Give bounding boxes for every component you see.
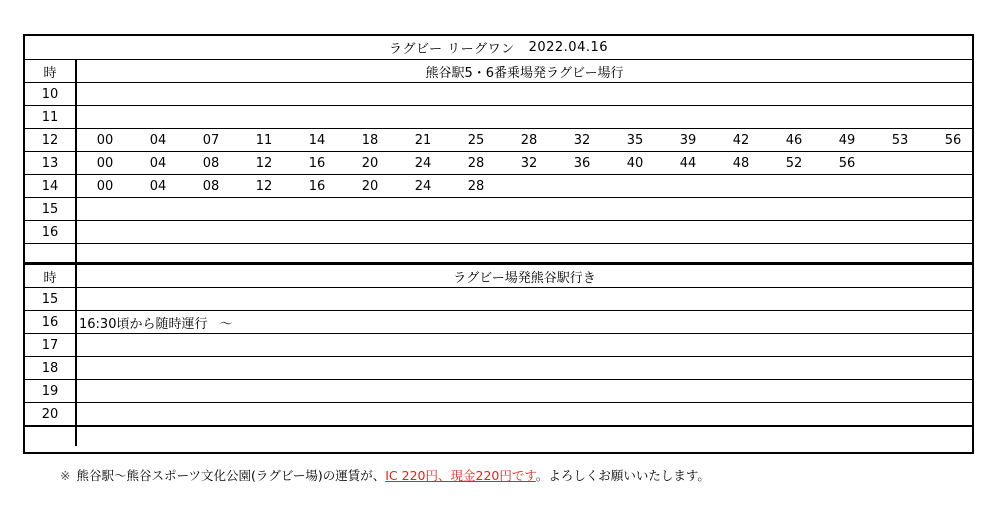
schedule-row xyxy=(25,380,972,403)
row-content xyxy=(77,357,972,379)
departure-minute: 32 xyxy=(573,132,591,148)
schedule-row xyxy=(25,221,972,244)
row-content xyxy=(77,427,972,446)
section2-header-row xyxy=(25,265,972,288)
departure-minute: 36 xyxy=(573,155,591,171)
departure-minute: 48 xyxy=(732,155,750,171)
departure-minute: 49 xyxy=(838,132,856,148)
departure-minute: 24 xyxy=(414,155,432,171)
section1-header-row xyxy=(25,60,972,83)
row-content xyxy=(77,265,972,287)
row-content xyxy=(77,106,972,128)
departure-minute: 04 xyxy=(149,132,167,148)
hour-cell: 15 xyxy=(25,288,77,310)
section1-heading: 熊谷駅5・6番乗場発ラグビー場行 xyxy=(425,65,624,81)
departure-minute: 16 xyxy=(308,178,326,194)
departure-minute: 24 xyxy=(414,178,432,194)
departure-minute: 14 xyxy=(308,132,326,148)
footnote-text-end: 。よろしくお願いいたします。 xyxy=(535,468,710,483)
schedule-row xyxy=(25,83,972,106)
departure-minute: 04 xyxy=(149,155,167,171)
title-row xyxy=(25,36,972,60)
row-content xyxy=(77,221,972,243)
departure-minute: 20 xyxy=(361,155,379,171)
departure-minute: 18 xyxy=(361,132,379,148)
departure-minute: 53 xyxy=(891,132,909,148)
schedule-row xyxy=(25,198,972,221)
departure-minute: 42 xyxy=(732,132,750,148)
departure-minute: 08 xyxy=(202,178,220,194)
row-content xyxy=(77,83,972,105)
schedule-row xyxy=(25,334,972,357)
departure-minute: 11 xyxy=(255,132,273,148)
row-content xyxy=(77,60,972,82)
hour-cell: 16 xyxy=(25,311,77,333)
service-note-tilde: ～ xyxy=(219,316,233,332)
hour-cell: 10 xyxy=(25,83,77,105)
fare-highlight: IC 220円、現金220円です xyxy=(385,468,536,483)
departure-minute: 21 xyxy=(414,132,432,148)
departure-minute: 40 xyxy=(626,155,644,171)
departure-minute: 08 xyxy=(202,155,220,171)
service-note xyxy=(79,311,232,333)
row-content xyxy=(77,311,972,333)
hour-cell: 時 xyxy=(25,265,77,287)
hour-cell: 14 xyxy=(25,175,77,197)
departure-minute: 25 xyxy=(467,132,485,148)
hour-cell: 17 xyxy=(25,334,77,356)
hour-cell: 19 xyxy=(25,380,77,402)
section2-heading: ラグビー場発熊谷駅行き xyxy=(453,270,596,286)
title-date: 2022.04.16 xyxy=(528,40,609,55)
hour-cell: 20 xyxy=(25,403,77,425)
schedule-row xyxy=(25,357,972,380)
row-content xyxy=(77,198,972,220)
title-text: ラグビー リーグワン xyxy=(388,42,515,57)
departure-minute: 04 xyxy=(149,178,167,194)
departure-minute: 00 xyxy=(96,178,114,194)
timetable-sheet xyxy=(23,34,974,454)
footnote-text: 熊谷駅～熊谷スポーツ文化公園(ラグビー場)の運賃が、 xyxy=(76,468,386,483)
row-content xyxy=(77,380,972,402)
departure-minute: 56 xyxy=(838,155,856,171)
departure-minute: 35 xyxy=(626,132,644,148)
fare-footnote xyxy=(60,466,710,484)
schedule-row xyxy=(25,152,972,175)
departure-minute: 56 xyxy=(944,132,962,148)
departure-minute: 00 xyxy=(96,155,114,171)
hour-cell: 15 xyxy=(25,198,77,220)
departure-minute: 12 xyxy=(255,178,273,194)
schedule-row xyxy=(25,106,972,129)
row-content xyxy=(77,244,972,262)
section-spacer-row xyxy=(25,426,972,446)
departure-minute: 46 xyxy=(785,132,803,148)
schedule-row xyxy=(25,403,972,426)
hour-cell: 13 xyxy=(25,152,77,174)
row-content xyxy=(77,129,972,151)
hour-cell xyxy=(25,244,77,262)
row-content xyxy=(77,152,972,174)
departure-minute: 44 xyxy=(679,155,697,171)
row-content xyxy=(77,403,972,425)
schedule-row xyxy=(25,311,972,334)
row-content xyxy=(77,334,972,356)
section-spacer-row xyxy=(25,244,972,265)
hour-cell: 16 xyxy=(25,221,77,243)
hour-cell: 11 xyxy=(25,106,77,128)
schedule-row xyxy=(25,288,972,311)
schedule-row xyxy=(25,175,972,198)
row-content xyxy=(77,175,972,197)
hour-cell: 18 xyxy=(25,357,77,379)
footnote-mark: ※ xyxy=(60,468,71,483)
hour-cell: 時 xyxy=(25,60,77,82)
departure-minute: 32 xyxy=(520,155,538,171)
service-note-text: 16:30頃から随時運行 xyxy=(79,316,208,332)
departure-minute: 20 xyxy=(361,178,379,194)
row-content xyxy=(77,288,972,310)
departure-minute: 07 xyxy=(202,132,220,148)
departure-minute: 16 xyxy=(308,155,326,171)
hour-cell xyxy=(25,427,77,446)
departure-minute: 12 xyxy=(255,155,273,171)
departure-minute: 28 xyxy=(467,178,485,194)
hour-cell: 12 xyxy=(25,129,77,151)
schedule-row xyxy=(25,129,972,152)
departure-minute: 00 xyxy=(96,132,114,148)
departure-minute: 39 xyxy=(679,132,697,148)
departure-minute: 28 xyxy=(467,155,485,171)
page-title xyxy=(25,36,972,59)
departure-minute: 28 xyxy=(520,132,538,148)
departure-minute: 52 xyxy=(785,155,803,171)
